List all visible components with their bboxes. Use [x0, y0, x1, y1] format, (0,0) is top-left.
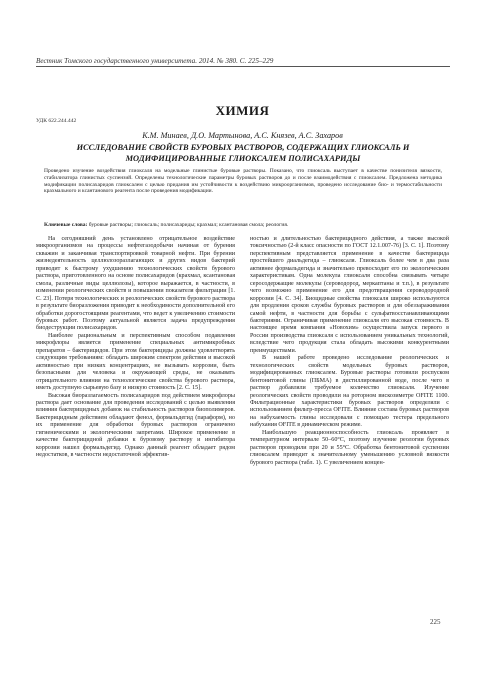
- authors: К.М. Минаев, Д.О. Мартынова, А.С. Князев, А.С. Захаров: [142, 131, 343, 140]
- udc-code: УДК 622.244.442: [36, 118, 77, 124]
- paragraph: Высокая биоразлагаемость полисахаридов под действием микрофлоры раствора дает основание для проведения исследований с целью выявления влияния бактерицидных добавок на стабильность растворов биополимеров. Бактерицидным действием обладают фенол, формальдегид (параформ), но их применение для обработки буровых растворов ограничено гигиеническими и экологическими запретами. Широкое применение в качестве бактерицидной добавки к буровому раствору и ингибитора коррозии нашел формальдегид. Однако данный реагент обладает рядом недостатков, в частности недостаточной эффектив-: [36, 392, 235, 459]
- section-title: ХИМИЯ: [215, 103, 270, 118]
- keywords-text: буровые растворы; глиоксаль; полисахариды; крахмал; ксантановая смола; реология.: [88, 222, 289, 228]
- right-column: [250, 236, 449, 467]
- journal-header: Вестник Томского государственного университета. 2014. № 380. С. 225–229: [36, 57, 274, 65]
- abstract: Проведено изучение воздействия глиоксаля на модельные глинистые буровые растворы. Показано, что глиоксаль выступает в качестве понизителя вязкости, стабилизатора глинистых суспензий. Определены технологические параметры буровых растворов до и после взаимодействия с глиоксалем. Предложена методика модификации полисахаридов глиоксалем с целью придания им устойчивости к воздействию микроорганизмов, проведено исследование био- и термостабильности крахмального и ксантанового реагента после проведения модификации.: [44, 168, 442, 195]
- paragraph: Наибольшую реакционноспособность глиоксаль проявляет в температурном интервале 50–60°С, поэтому изучение реологии буровых растворов проводили при 20 и 55°С. Обработка бентонитовой суспензии глиоксалем приводит к значительному уменьшению условной вязкости бурового раствора (табл. 1). С увеличением концен-: [250, 429, 449, 466]
- left-column: [36, 236, 235, 460]
- keywords: [44, 222, 442, 229]
- paragraph: На сегодняшний день установлено отрицательное воздействие микроорганизмов на процессы нефтегазодобычи начиная от бурения скважин и заканчивая транспортировкой товарной нефти. При бурении жизнедеятельность целлюлозоразлагающих и других видов бактерий приводит к быстрому ухудшению технологических свойств бурового раствора, приготовленного на основе полисахаридов (крахмал, ксантановая смола, различные виды целлюлозы), которое выражается, в частности, в изменении реологических свойств и повышении показателя фильтрации [1. С. 23]. Потеря технологических и реологических свойств бурового раствора в результате биоразложения приводит к необходимости дополнительной его обработки дорогостоящими реагентами, что ведет к увеличению стоимости буровых работ. Поэтому актуальной является задача предупреждения биодеструкции полисахаридов.: [36, 236, 235, 332]
- paragraph: В нашей работе проведено исследование реологических и технологических свойств модельных буровых растворов, модифицированных глиоксалем. Буровые растворы готовили роспуском бентонитовой глины (ПБМА) в дистиллированной воде, после чего в раствор добавляли требуемое количество глиоксаля. Изучение реологических свойств проводили на роторном вискозиметре OFITE 1100. Фильтрационные характеристики буровых растворов определяли с использованием фильтр-пресса OFITE. Влияние состава буровых растворов на набухаемость глины исследовали с помощью тестера предельного набухания OFITE в динамическом режиме.: [250, 355, 449, 429]
- article-title: ИССЛЕДОВАНИЕ СВОЙСТВ БУРОВЫХ РАСТВОРОВ, СОДЕРЖАЩИХ ГЛИОКСАЛЬ И МОДИФИЦИРОВАННЫЕ ГЛИОКСАЛЕМ ПОЛИСАХАРИДЫ: [76, 143, 410, 163]
- page-number: 225: [430, 618, 441, 626]
- paragraph: ностью и длительностью бактерицидного действия, а также высокой токсичностью (2-й класс опасности по ГОСТ 12.1.007-76) [3. С. 1]. Поэтому перспективным представляется применение в качестве бактерицида простейшего диальдегида – глиоксаля. Глиоксаль более чем в два раза активнее формальдегида и значительно превосходит его по экологическим характеристикам. Одна молекула глиоксаля способна связывать четыре серосодержащие молекулы (сероводород, меркаптаны и т.п.), в результате чего возможно применение его для предотвращения сероводородной коррозии [4. С. 34]. Биоцидные свойства глиоксаля широко используются для продления сроков службы буровых растворов и для обеззараживания самой нефти, в частности для борьбы с сульфатвосстанавливающими бактериями. Ограничивая применение глиоксаля его высокая стоимость. В настоящее время компания «Новохим» осуществила запуск первого в России производства глиоксаля с использованием уникальных технологий, вследствие чего продукция стала обладать высокими конкурентными преимуществами.: [250, 236, 449, 354]
- header-rule: [36, 66, 450, 67]
- keywords-label: Ключевые слова:: [44, 222, 88, 228]
- paragraph: Наиболее рациональным и перспективным способом подавления микрофлоры является применение специальных антимикробных препаратов – бактерицидов. При этом бактерициды должны удовлетворять следующим требованиям: обладать широким спектром действия и высокой активностью при низких концентрациях, не вызывать коррозии, быть безопасными для человека и окружающей среды, не оказывать отрицательного влияния на технологические свойства бурового раствора, иметь доступную сырьевую базу и низкую стоимость [2. С. 15].: [36, 332, 235, 392]
